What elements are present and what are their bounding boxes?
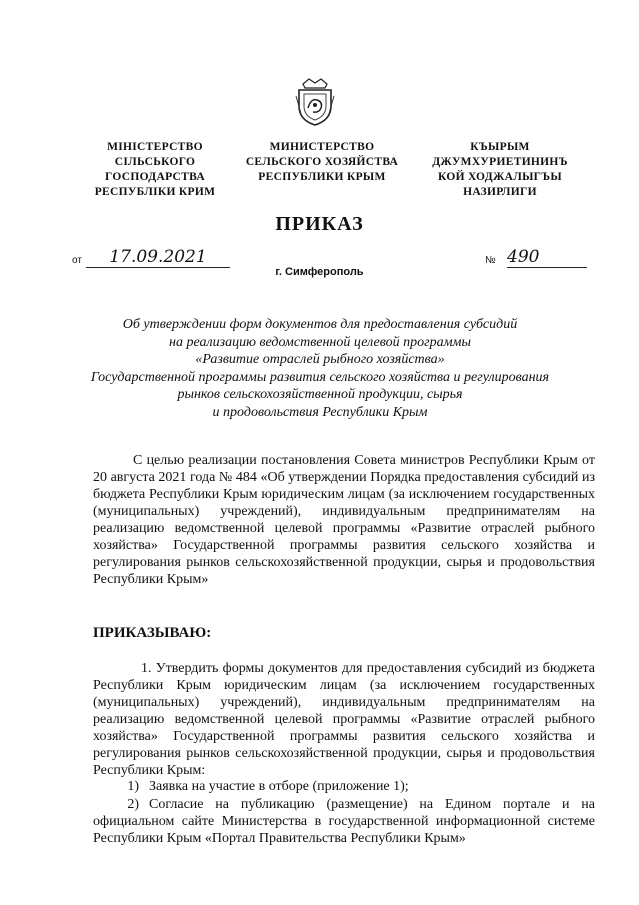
document-type-title: ПРИКАЗ xyxy=(275,213,364,235)
ministry-name-crimean-tatar: КЪЫРЫМ ДЖУМХУРИЕТИНИНЪ КОЙ ХОДЖАЛЫГЪЫ НАЗИРЛИГИ xyxy=(432,141,568,198)
document-subject: Об утверждении форм документов для предоставления субсидий на реализацию ведомственной целевой программы «Развитие отраслей рыбного хозяйства» Государственной программы развития сельского хозяйства и регулирования рынков сельскохозяйственной продукции, сырья и продовольствия Республики Крым xyxy=(90,317,550,420)
ministry-name-russian: МИНИСТЕРСТВО СЕЛЬСКОГО ХОЗЯЙСТВА РЕСПУБЛИКИ КРЫМ xyxy=(245,141,399,183)
sub-item-2-number: 2) xyxy=(127,797,139,812)
city: г. Симферополь xyxy=(275,266,364,278)
sub-item-1 xyxy=(93,778,595,795)
sub-item-2 xyxy=(93,796,595,847)
document-number: 490 xyxy=(507,247,587,268)
sub-item-1-text: Заявка на участие в отборе (приложение 1); xyxy=(149,779,409,794)
number-prefix: № xyxy=(485,255,496,266)
order-heading: ПРИКАЗЫВАЮ: xyxy=(93,625,212,641)
date-prefix: от xyxy=(72,255,82,266)
document-date: 17.09.2021 xyxy=(86,247,230,268)
order-item-1: 1. Утвердить формы документов для предоставления субсидий из бюджета Республики Крым юридическим лицам (за исключением государственных (муниципальных) учреждений), индивидуальным предпринимателям на реализацию ведомственной целевой программы «Развитие отраслей рыбного хозяйства» Государственной программы развития сельского хозяйства и регулирования рынков сельскохозяйственной продукции, сырья и продовольствия Республики Крым: xyxy=(93,661,595,778)
crimea-coat-of-arms-icon xyxy=(295,78,335,126)
sub-item-2-text: Согласие на публикацию (размещение) на Едином портале и на официальном сайте Министерства в государственной информационной системе Республики Крым «Портал Правительства Республики Крым» xyxy=(93,797,595,846)
sub-item-1-number: 1) xyxy=(127,779,139,794)
ministry-name-ukrainian: МІНІСТЕРСТВО СІЛЬСЬКОГО ГОСПОДАРСТВА РЕСПУБЛІКИ КРИМ xyxy=(94,141,216,198)
preamble-paragraph: С целью реализации постановления Совета министров Республики Крым от 20 августа 2021 года № 484 «Об утверждении Порядка предоставления субсидий из бюджета Республики Крым юридическим лицам (за исключением государственных (муниципальных) учреждений), индивидуальным предпринимателям на реализацию ведомственной целевой программы «Развитие отраслей рыбного хозяйства» Государственной программы развития сельского хозяйства и регулирования рынков сельскохозяйственной продукции, сырья и продовольствия Республики Крым» xyxy=(93,453,595,587)
